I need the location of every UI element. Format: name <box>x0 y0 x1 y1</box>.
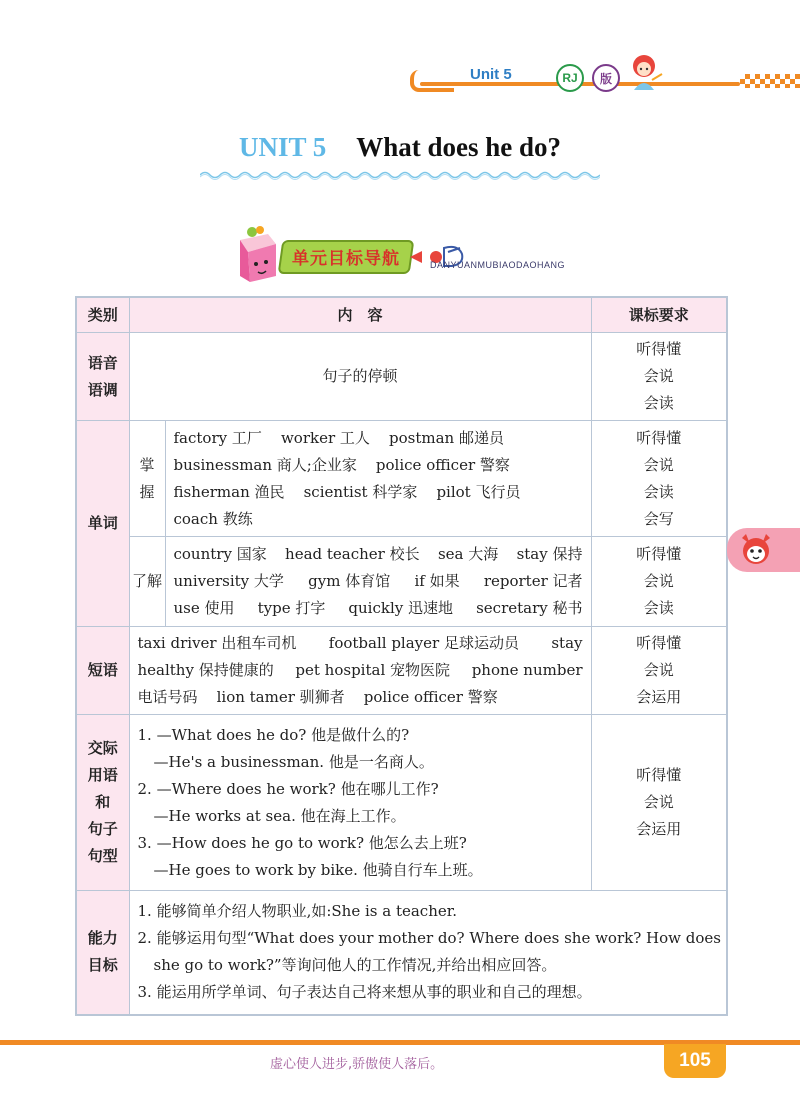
category-text: 交际 <box>87 739 118 757</box>
word-line <box>174 452 583 479</box>
word-line <box>174 425 583 452</box>
sentence-line: 3. —How does he go to work? 他怎么去上班? <box>137 833 467 852</box>
label-text: 掌 <box>139 455 155 474</box>
label-text: 握 <box>139 482 155 501</box>
requirement-text: 听得懂 <box>636 428 682 447</box>
ability-line: 3. 能运用所学单词、句子表达自己将来想从事的职业和自己的理想。 <box>137 983 592 1002</box>
category-text: 用语 <box>87 766 118 784</box>
header-rule-curl <box>410 70 454 92</box>
word-item: stay 保持 <box>516 545 583 563</box>
requirement-text: 会说 <box>643 367 674 385</box>
sentence-line: —He works at sea. 他在海上工作。 <box>153 806 406 825</box>
word-line <box>174 568 583 595</box>
pronunciation-requirements <box>591 333 727 421</box>
requirement-text: 会说 <box>643 455 674 474</box>
phrase-item: stay <box>551 634 583 652</box>
page-title <box>0 132 800 163</box>
edition-badge-ban: 版 <box>592 64 620 92</box>
phrase-item: football player 足球运动员 <box>328 634 519 652</box>
word-item: use 使用 <box>173 599 235 617</box>
sentence-line: —He's a businessman. 他是一名商人。 <box>153 752 434 771</box>
word-item: police officer 警察 <box>375 455 510 474</box>
word-item: postman 邮递员 <box>388 428 504 447</box>
requirement-text: 会运用 <box>636 820 682 838</box>
requirement-text: 听得懂 <box>636 545 682 563</box>
phrase-item: police officer 警察 <box>363 688 498 706</box>
vocabulary-understand-content <box>165 537 591 627</box>
word-line <box>174 506 583 533</box>
phrase-line <box>138 657 583 684</box>
table-row-ability <box>76 891 727 1015</box>
phrase-item: healthy 保持健康的 <box>137 661 274 679</box>
phrase-item: taxi driver 出租车司机 <box>137 634 297 652</box>
phrase-item: phone number <box>471 661 583 679</box>
word-line <box>174 541 583 568</box>
vocabulary-master-requirements <box>591 421 727 537</box>
phrase-item: pet hospital 宠物医院 <box>295 661 451 679</box>
sentence-line: —He goes to work by bike. 他骑自行车上班。 <box>153 860 483 879</box>
phrase-item: 电话号码 <box>137 688 198 706</box>
vocabulary-understand-requirements <box>591 537 727 627</box>
phrases-content <box>129 627 591 715</box>
requirement-text: 听得懂 <box>636 340 682 358</box>
fox-mascot-icon <box>738 532 774 568</box>
category-text: 能力 <box>87 929 118 948</box>
vocabulary-master-label <box>129 421 165 537</box>
word-line <box>174 479 583 506</box>
ability-content <box>129 891 727 1015</box>
requirement-text: 会写 <box>643 509 674 528</box>
requirement-text: 会说 <box>643 572 674 590</box>
requirement-text: 听得懂 <box>636 766 682 784</box>
word-item: if 如果 <box>414 572 460 590</box>
word-item: worker 工人 <box>280 428 370 447</box>
table-row-sentences <box>76 715 727 891</box>
vocabulary-understand-label: 了解 <box>129 537 165 627</box>
unit-goal-table <box>75 296 728 1016</box>
requirement-text: 会读 <box>643 599 674 617</box>
header-content: 内 容 <box>129 297 591 333</box>
word-item: university 大学 <box>173 572 284 590</box>
phrase-line <box>138 684 583 711</box>
requirement-text: 会说 <box>643 793 674 811</box>
word-item: reporter 记者 <box>483 572 583 590</box>
sentences-content <box>129 715 591 891</box>
footer-motto: 虚心使人进步,骄傲使人落后。 <box>270 1057 444 1072</box>
ability-line: 1. 能够简单介绍人物职业,如:She is a teacher. <box>137 902 458 921</box>
word-item: type 打字 <box>257 599 326 617</box>
word-item: scientist 科学家 <box>303 482 418 501</box>
section-banner <box>232 226 566 286</box>
category-sentences <box>76 715 129 891</box>
word-item: businessman 商人;企业家 <box>173 455 357 474</box>
word-item: coach 教练 <box>173 509 253 528</box>
ability-line: 2. 能够运用句型“What does your mother do? Where does she work? How does <box>137 929 721 948</box>
table-row-vocabulary-understand <box>76 537 727 627</box>
word-item: country 国家 <box>173 545 267 563</box>
word-item: gym 体育馆 <box>308 572 391 590</box>
category-text: 和 <box>95 793 111 811</box>
requirement-text: 会读 <box>643 394 674 412</box>
category-text: 句型 <box>87 847 118 865</box>
word-item: factory 工厂 <box>173 428 262 447</box>
phrases-requirements <box>591 627 727 715</box>
word-item: fisherman 渔民 <box>173 482 285 501</box>
category-text: 目标 <box>87 956 118 975</box>
word-line <box>174 595 583 622</box>
title-wave-divider <box>200 170 600 180</box>
table-row-pronunciation <box>76 333 727 421</box>
sentence-line: 1. —What does he do? 他是做什么的? <box>137 725 410 744</box>
category-phrases: 短语 <box>76 627 129 715</box>
pronunciation-content: 句子的停顿 <box>129 333 591 421</box>
vocabulary-master-content <box>165 421 591 537</box>
edition-badge-rj: RJ <box>556 64 584 92</box>
requirement-text: 会运用 <box>636 688 682 706</box>
word-item: pilot 飞行员 <box>436 482 521 501</box>
page-number: 105 <box>664 1044 726 1078</box>
requirement-text: 会读 <box>643 482 674 501</box>
category-pronunciation <box>76 333 129 421</box>
cartoon-girl-icon <box>622 50 666 94</box>
table-row-phrases <box>76 627 727 715</box>
phrase-line <box>138 630 583 657</box>
header-checker-pattern <box>740 74 800 88</box>
table-header-row <box>76 297 727 333</box>
header-requirements: 课标要求 <box>591 297 727 333</box>
category-text: 语调 <box>87 380 118 399</box>
sentences-requirements <box>591 715 727 891</box>
word-item: sea 大海 <box>437 545 499 563</box>
category-text: 句子 <box>87 820 118 838</box>
header-category: 类别 <box>76 297 129 333</box>
mascot-cube-icon <box>232 226 282 286</box>
ability-line: she go to work?”等询问他人的工作情况,并给出相应回答。 <box>153 956 557 975</box>
category-ability <box>76 891 129 1015</box>
banner-pinyin: DANYUANMUBIAODAOHANG <box>430 260 566 270</box>
category-text: 语音 <box>87 353 118 372</box>
word-item: secretary 秘书 <box>476 599 583 617</box>
sentence-line: 2. —Where does he work? 他在哪儿工作? <box>137 779 439 798</box>
title-question: What does he do? <box>356 132 562 162</box>
title-unit: UNIT 5 <box>238 132 327 162</box>
category-vocabulary: 单词 <box>76 421 129 627</box>
table-row-vocabulary-master <box>76 421 727 537</box>
banner-title: 单元目标导航 <box>292 249 400 269</box>
phrase-item: lion tamer 驯狮者 <box>216 688 345 706</box>
word-item: head teacher 校长 <box>285 545 420 563</box>
unit-label: Unit 5 <box>470 66 512 83</box>
requirement-text: 听得懂 <box>636 634 682 652</box>
requirement-text: 会说 <box>643 661 674 679</box>
word-item: quickly 迅速地 <box>348 599 454 617</box>
